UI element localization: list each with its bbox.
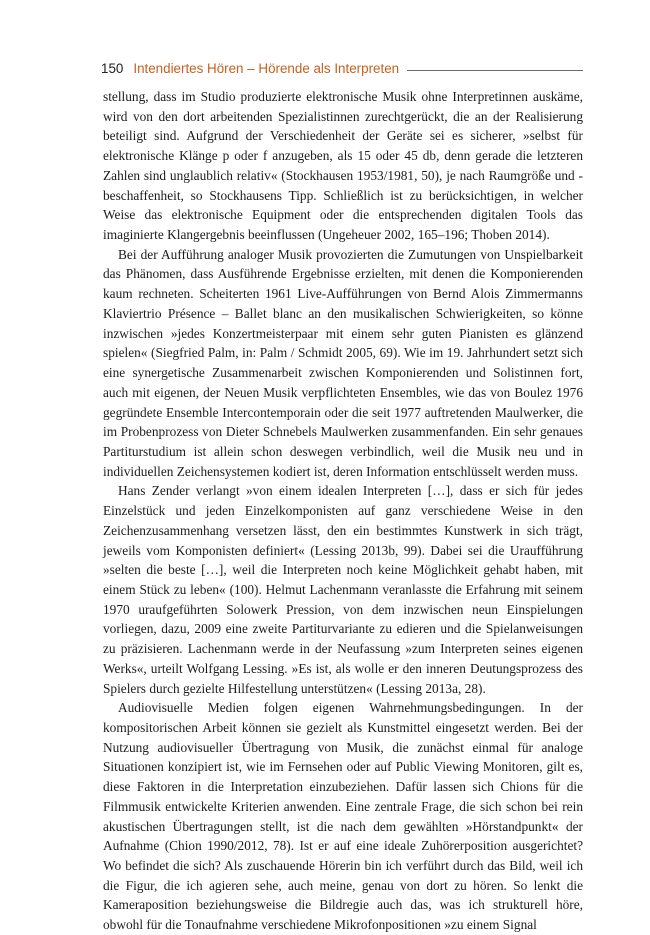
paragraph-1: stellung, dass im Studio produzierte elektronische Musik ohne Interpretinnen auskäme, wird von den dort arbeitenden Spezialistinnen zurechtgerückt, die an der Realisierung beteiligt sind. Aufgrund der Verschiedenheit der Geräte sei es sicherer, »selbst für elektronische Klänge p oder f anzugeben, als 15 oder 45 db, denn gerade die letzteren Zahlen sind unglaublich relativ« (Stockhausen 1953/1981, 50), je nach Raumgröße und -beschaffenheit, so Stockhausens Tipp. Schließlich ist zu berücksichtigen, in welcher Weise das elektronische Equipment oder die entsprechenden digitalen Tools das imaginierte Klangergebnis beeinflussen (Ungeheuer 2002, 165–196; Thoben 2014). <box>103 89 583 243</box>
body-text <box>103 87 583 935</box>
page-number: 150 <box>101 60 124 76</box>
running-head-title: Intendiertes Hören – Hörende als Interpreten <box>133 60 400 76</box>
paragraph-2: Bei der Aufführung analoger Musik provozierten die Zumutungen von Unspielbarkeit das Phänomen, dass Ausführende Ergebnisse erzielten, mit denen die Komponierenden kaum rechneten. Scheiterten 1961 Live-Aufführungen von Bernd Alois Zimmermanns Klaviertrio Présence – Ballet blanc an den musikalischen Schwierigkeiten, so könne inzwischen »jedes Konzertmeisterpaar mit einem sehr guten Pianisten es glänzend spielen« (Siegfried Palm, in: Palm / Schmidt 2005, 69). Wie im 19. Jahrhundert setzt sich eine synergetische Zusammenarbeit zwischen Komponierenden und Solistinnen fort, auch mit eigenen, der Neuen Musik verpflichteten Ensembles, wie das von Boulez 1976 gegründete Ensemble Intercontemporain oder die seit 1977 auftretenden Maulwerker, die im Probenprozess von Dieter Schnebels Maulwerken zusammenfanden. Ein sehr genaues Partiturstudium ist allein schon deswegen verbindlich, weil die Musik neu und in individuellen Zeichensystemen kodiert ist, deren Information entschlüsselt werden muss. <box>103 246 583 479</box>
paragraph-4: Audiovisuelle Medien folgen eigenen Wahrnehmungsbedingungen. In der kompositorischen Arbeit können sie gezielt als Kunstmittel eingesetzt werden. Bei der Nutzung audiovisueller Übertragung von Musik, die zunächst einmal für analoge Situationen konzipiert ist, wie im Fernsehen oder auf Public Viewing Monitoren, gilt es, diese Faktoren in die Interpretation einzubeziehen. Dafür lassen sich Chions für die Filmmusik entwickelte Kriterien anwenden. Eine zentrale Frage, die sich schon bei rein akustischen Übertragungen stellt, ist die nach dem gewählten »Hörstandpunkt« der Aufnahme (Chion 1990/2012, 78). Ist er auf eine ideale Zuhörerposition ausgerichtet? Wo befindet die sich? Als zuschauende Hörerin bin ich verführt durch das Bild, weil ich die Figur, die ich agieren sehe, auch meine, genau von dort zu hören. So lenkt die Kameraposition beziehungsweise die Bildregie auch das, was ich strukturell höre, obwohl für die Tonaufnahme verschiedene Mikrofonpositionen »zu einem Signal <box>103 700 583 933</box>
paragraph-3: Hans Zender verlangt »von einem idealen Interpreten […], dass er sich für jedes Einzelstück und jeden Einzelkomponisten auf ganz verschiedene Weise in den Zeichenzusammenhang versetzen lässt, den ein bestimmtes Kunstwerk in sich trägt, jeweils vom Komponisten definiert« (Lessing 2013b, 99). Dabei sei die Uraufführung »selten die beste […], weil die Interpreten noch keine Möglichkeit gehabt haben, mit einem Stück zu leben« (100). Helmut Lachenmann veranlasste die Erfahrung mit seinem 1970 uraufgeführten Solowerk Pression, von dem inzwischen neun Einspielungen vorliegen, dazu, 2009 eine zweite Partiturvariante zu edieren und die Spielanweisungen zu präzisieren. Lachenmann werde in der Neufassung »zum Interpreten seines eigenen Werks«, urteilt Wolfgang Lessing. »Es ist, als wolle er den inneren Deutungsprozess des Spielers durch gezielte Hilfestellung unterstützen« (Lessing 2013a, 28). <box>103 483 583 696</box>
running-head <box>101 58 583 78</box>
header-rule <box>407 70 583 71</box>
